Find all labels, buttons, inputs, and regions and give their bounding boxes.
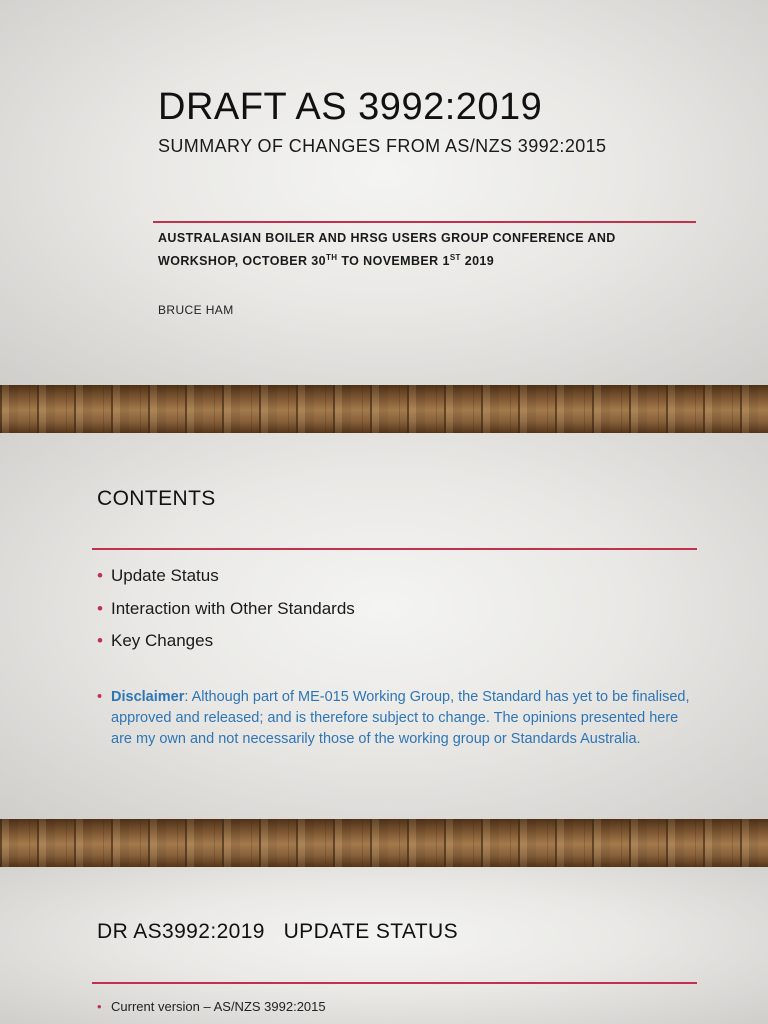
contents-heading: CONTENTS xyxy=(97,487,216,510)
title-divider xyxy=(153,221,696,223)
update-status-list xyxy=(97,999,326,1014)
title-slide xyxy=(0,0,768,385)
wood-floor-divider xyxy=(0,819,768,867)
slide-subtitle: SUMMARY OF CHANGES FROM AS/NZS 3992:2015 xyxy=(158,136,607,156)
contents-list xyxy=(97,565,355,663)
contents-divider xyxy=(92,548,697,550)
disclaimer-label: Disclaimer xyxy=(111,689,185,705)
wood-floor-divider xyxy=(0,385,768,433)
contents-slide xyxy=(0,433,768,819)
event-info: AUSTRALASIAN BOILER AND HRSG USERS GROUP CONFERENCE AND WORKSHOP, OCTOBER 30TH TO NOVEMBER 1ST 2019 xyxy=(158,231,616,269)
list-item: • Interaction with Other Standards xyxy=(97,598,355,631)
slide-title: DRAFT AS 3992:2019 xyxy=(158,86,543,128)
update-status-heading: DR AS3992:2019 UPDATE STATUS xyxy=(97,920,458,943)
author-name: BRUCE HAM xyxy=(158,303,234,317)
disclaimer-text: : Although part of ME-015 Working Group, the Standard has yet to be finalised, approved and released; and is therefore subject to change. The opinions presented here are my own and not necessarily those of the working group or Standards Australia. xyxy=(111,689,690,747)
list-item: • Key Changes xyxy=(97,630,355,663)
list-item: • Update Status xyxy=(97,565,355,598)
update-status-divider xyxy=(92,982,697,984)
disclaimer: • Disclaimer: Although part of ME-015 Working Group, the Standard has yet to be finalised, approved and released; and is therefore subject to change. The opinions presented here are my own and not necessarily those of the working group or Standards Australia. xyxy=(97,689,690,747)
update-status-slide xyxy=(0,867,768,1024)
list-item: • Current version – AS/NZS 3992:2015 xyxy=(97,999,326,1014)
